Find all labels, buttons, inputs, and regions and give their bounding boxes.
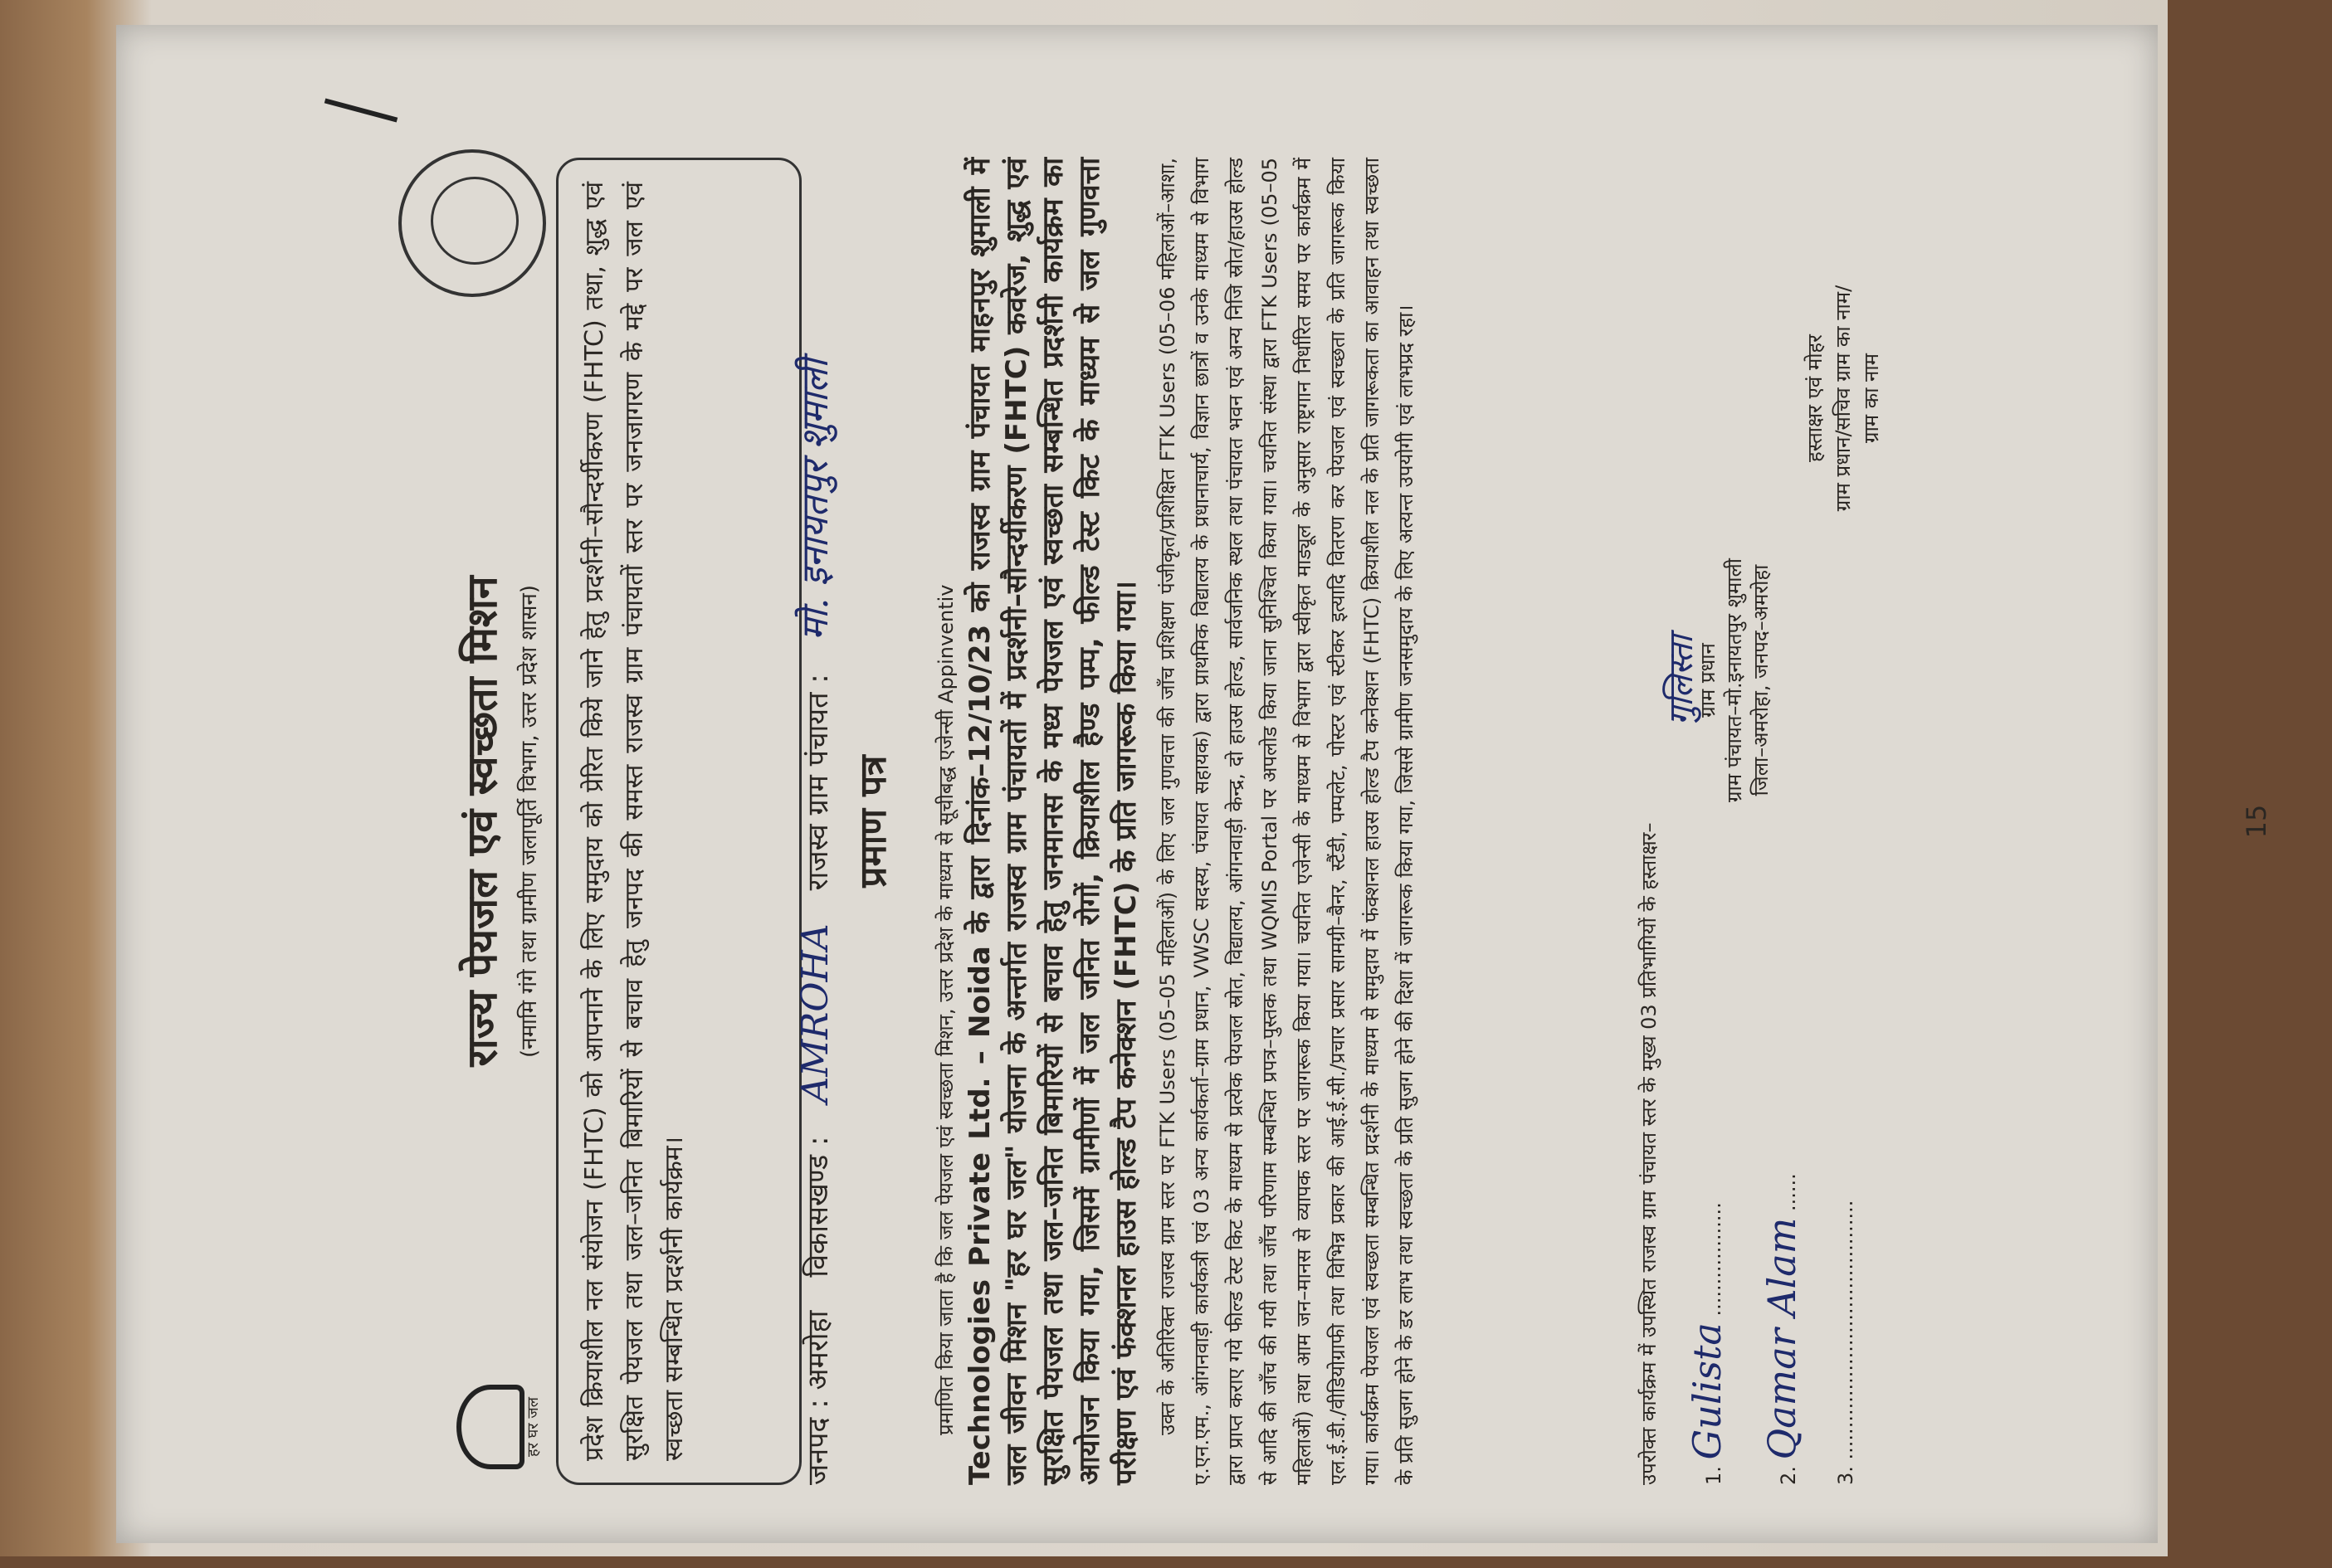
participant-2: 2. Qamar Alam ......	[1759, 1173, 1804, 1485]
page-number: 15	[2241, 804, 2272, 839]
sign-caption: ग्राम प्रधान/सचिव ग्राम का नाम/	[1832, 285, 1855, 512]
company-text: Technologies Private Ltd. – Noida के द्वारा दिनांक–12/10/23 को राजस्व ग्राम पंचायत माहनपुर शुमाली में जल जीवन मिशन "हर घर जल" योजना के अन्तर्गत राजस्व ग्राम पंचायतों में प्रदर्शनी–सौन्दर्यीकरण (FHTC) कवरेज, शुद्ध एवं सुरक्षित पेयजल तथा जल–जनित बिमारियों से बचाव हेतु जनमानस के मध्य पेयजल एवं स्वच्छता सम्बन्धित प्रदर्शनी कार्यक्रम का आयोजन किया गया, जिसमें ग्रामीणों में जल जनित रोगों, क्रियाशील हैण्ड पम्प, फील्ड टेस्ट किट के माध्यम से जल गुणवत्ता परीक्षण एवं फंक्शनल हाउस होल्ड टैप कनेक्शन (FHTC) के प्रति जागरूक किया गया।	[964, 158, 1143, 1485]
stamp-line: ग्राम प्रधान	[1696, 643, 1720, 718]
mission-title: राज्य पेयजल एवं स्वच्छता मिशन	[458, 576, 506, 1067]
stamp-line: जिला–अमरोहा, जनपद–अमरोहा	[1749, 564, 1773, 796]
certificate-heading: प्रमाण पत्र	[852, 755, 895, 888]
participant-num: 2.	[1777, 1466, 1800, 1485]
participant-num: 1.	[1702, 1466, 1725, 1485]
participant-signature: Qamar Alam	[1759, 1217, 1804, 1460]
village-value: मो. इनायतपुर शुमाली	[794, 358, 837, 641]
program-box: प्रदेश क्रियाशील नल संयोजन (FHTC) को आपनाने के लिए समुदाय को प्रेरित किये जाने हेतु प्रदर्शनी–सौन्दर्यीकरण (FHTC) तथा, शुद्ध एवं सुरक्षित पेयजल तथा जल–जनित बिमारियों से बचाव हेतु जनपद की समस्त राजस्व ग्राम पंचायतों स्तर पर जनजागरण के मद्दे पर जल एवं स्वच्छता सम्बन्धित प्रदर्शनी कार्यक्रम।	[556, 158, 802, 1485]
document-sheet	[116, 25, 2272, 1543]
village-label: राजस्व ग्राम पंचायत :	[802, 674, 835, 891]
body-para-1: प्रमाणित किया जाता है कि जल पेयजल एवं स्वच्छता मिशन, उत्तर प्रदेश के माध्यम से सूचीबद्ध एजेन्सी Appinventiv	[934, 584, 958, 1435]
sign-caption: ग्राम का नाम	[1860, 353, 1883, 443]
participant-3: 3. .........................................	[1834, 1200, 1857, 1485]
district-label: जनपद : अमरोहा	[802, 1310, 835, 1485]
participant-num: 3.	[1834, 1466, 1857, 1485]
body-para-2: उक्त के अतिरिक्त राजस्व ग्राम स्तर पर FTK Users (05–05 महिलाओं) के लिए जल गुणवत्ता की जाँच प्रशिक्षण पंजीकृत/प्रशिक्षित FTK Users (05–06 महिलाओं–आशा, ए.एन.एम., आंगनवाड़ी कार्यकत्री एवं 03 अन्य कार्यकर्ता–ग्राम प्रधान, VWSC सदस्य, पंचायत सहायक) द्वारा प्राथमिक विद्यालय के प्रधानाचार्य, विज्ञान छात्रों व उनके माध्यम से विभाग द्वारा प्राप्त कराए गये फील्ड टेस्ट किट के माध्यम से प्रत्येक पेयजल स्रोत, विद्यालय, आंगनवाड़ी केन्द्र, दो हाउस होल्ड, सार्वजनिक स्थल तथा पंचायत भवन एवं अन्य निजि स्रोत/हाउस होल्ड से आदि की जाँच की गयी तथा जाँच परिणाम सम्बन्धित प्रपत्र–पुस्तक तथा WQMIS Portal पर अपलोड किया जाना सुनिश्चित किया गया। चयनित संस्था द्वारा FTK Users (05–05 महिलाओं) तथा आम जन–मानस से व्यापक स्तर पर जागरूक किया गया। चयनित एजेन्सी के माध्यम से विभाग द्वारा स्वीकृत माड्यूल के अनुसार राष्ट्रगान निर्धारित समय पर कार्यक्रम में एल.ई.डी./वीडियोग्राफी तथा विभिन्न प्रकार की आई.ई.सी./प्रचार प्रसार सामग्री–बैनर, स्टैंडी, पम्पलेट, पोस्टर एवं स्टीकर इत्यादि वितरण कर पेयजल एवं स्वच्छता के प्रति जागरूक किया गया। कार्यक्रम पेयजल एवं स्वच्छता सम्बन्धित प्रदर्शनी के माध्यम से समुदाय में फंक्शनल हाउस होल्ड टैप कनेक्शन (FHTC) क्रियाशील नल के प्रति जागरूकता का आवाहन तथा स्वच्छता के प्रति सुजग होने के डर लाभ तथा स्वच्छता के प्रति सुजग होने की दिशा में जागरूक किया गया, जिससे ग्रामीण जनसमुदाय के लिए अत्यन्त उपयोगी एवं लाभप्रद रहा।	[1156, 158, 1417, 1485]
mission-subtitle: (नमामि गंगे तथा ग्रामीण जलापूर्ति विभाग, उत्तर प्रदेश शासन)	[517, 585, 542, 1058]
body-para-company	[964, 158, 1146, 1485]
block-value: AMROHA	[794, 923, 837, 1103]
margin-mark	[324, 98, 398, 122]
certificate-page	[307, 75, 2332, 1568]
pradhan-stamp	[1662, 506, 1774, 855]
block-label: विकासखण्ड :	[802, 1136, 835, 1278]
pradhan-signature: गुलिस्ता	[1662, 635, 1700, 726]
sign-caption: हस्ताक्षर एवं मोहर	[1803, 334, 1827, 463]
district-row	[788, 158, 838, 1485]
secretary-sign-area	[1801, 191, 1886, 606]
logo-label: हर घर जल	[524, 1397, 542, 1457]
signature-intro: उपरोक्त कार्यक्रम में उपस्थित राजस्व ग्राम पंचायत स्तर के मुख्य 03 प्रतिभागियों के हस्ताक्षर–	[1637, 822, 1661, 1485]
participant-signature: Gulista	[1685, 1322, 1729, 1460]
stamp-line: ग्राम पंचायत–मो.इनायतपुर शुमाली	[1723, 558, 1746, 802]
participant-1: 1. Gulista ..................	[1685, 1202, 1729, 1485]
certificate-body	[929, 158, 1423, 1485]
